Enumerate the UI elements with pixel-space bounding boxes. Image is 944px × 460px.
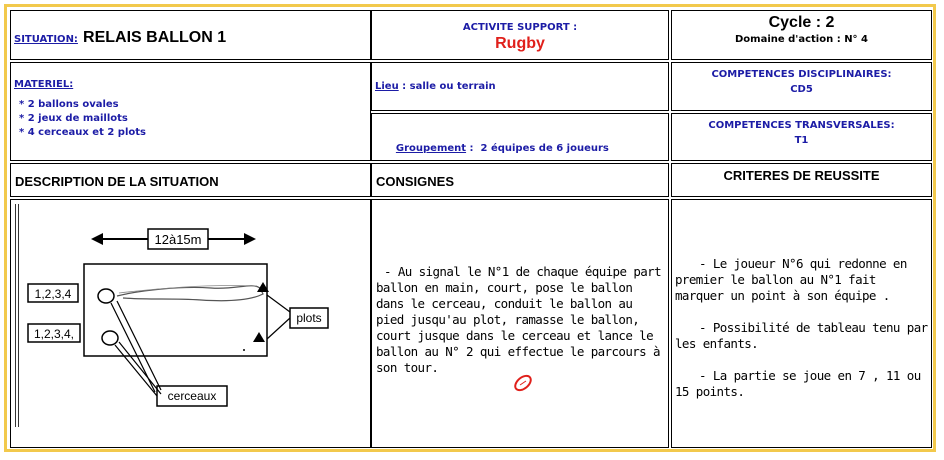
arrow-head-left-icon <box>91 233 103 245</box>
hoop-icon <box>102 331 118 345</box>
groupement-cell <box>371 113 669 161</box>
activite-label: ACTIVITE SUPPORT : <box>462 22 578 33</box>
arrow-head-right-icon <box>244 233 256 245</box>
criteres-cell <box>671 199 932 448</box>
team2-label: 1,2,3,4, <box>33 327 75 341</box>
lieu-label: Lieu <box>375 81 399 92</box>
criteres-header-cell <box>671 163 932 197</box>
cerceaux-pointer <box>111 301 161 392</box>
description-cell <box>10 199 371 448</box>
critere-item: - Le joueur N°6 qui redonne en premier le ballon au N°1 fait marquer un point à son équipe . <box>675 256 907 303</box>
consignes-text: - Au signal le N°1 de chaque équipe part ballon en main, court, pose le ballon dans le cerceau, conduit le ballon au pied jusqu'au plot, ramasse le ballon, court jusque dans le cerceau et lance le ballon au N° 2 qui effectue le parcours à son tour. <box>376 264 662 375</box>
cerceaux-label: cerceaux <box>167 389 217 403</box>
plots-label: plots <box>296 311 322 325</box>
description-header-cell <box>10 163 371 197</box>
groupement-value: : 2 équipes de 6 joueurs <box>466 143 609 154</box>
run-path <box>117 286 263 301</box>
ball-dot <box>243 349 245 351</box>
cd-value: CD5 <box>790 84 813 95</box>
activite-cell <box>371 10 669 60</box>
sheet-frame <box>4 4 936 452</box>
materiel-list <box>19 96 146 138</box>
situation-title: RELAIS BALLON 1 <box>83 29 227 46</box>
activite-value: Rugby <box>495 35 545 52</box>
consignes-header-cell <box>371 163 669 197</box>
cone-icon <box>253 332 265 342</box>
cycle-title: Cycle : 2 <box>768 14 835 31</box>
ct-value: T1 <box>794 135 809 146</box>
ct-label: COMPETENCES TRANSVERSALES: <box>708 120 895 131</box>
materiel-cell <box>10 62 371 161</box>
team1-label: 1,2,3,4 <box>34 287 72 301</box>
field-diagram <box>11 200 370 447</box>
materiel-item: * 2 jeux de maillots <box>19 113 128 124</box>
distance-label: 12à15m <box>154 232 202 247</box>
domaine-action: Domaine d'action : N° 4 <box>734 34 868 45</box>
lieu-cell <box>371 62 669 111</box>
criteres-header: CRITERES DE REUSSITE <box>723 168 880 183</box>
competences-transversales-cell <box>671 113 932 161</box>
materiel-label: MATERIEL: <box>14 79 74 90</box>
situation-label: SITUATION: <box>14 34 78 45</box>
plots-pointer <box>267 295 290 312</box>
critere-item: - La partie se joue en 7 , 11 ou 15 points. <box>675 368 921 399</box>
situation-cell <box>10 10 371 60</box>
hoop-icon <box>98 289 114 303</box>
lieu-value: : salle ou terrain <box>398 81 496 92</box>
materiel-item: * 4 cerceaux et 2 plots <box>19 127 146 138</box>
criteres-list <box>675 256 931 400</box>
rugby-ball-icon <box>512 374 534 392</box>
description-header: DESCRIPTION DE LA SITUATION <box>15 174 219 189</box>
plots-pointer <box>267 318 290 339</box>
critere-item: - Possibilité de tableau tenu par les enfants. <box>675 320 928 351</box>
cd-label: COMPETENCES DISCIPLINAIRES: <box>711 69 892 80</box>
cycle-cell <box>671 10 932 60</box>
consignes-header: CONSIGNES <box>376 174 455 189</box>
groupement-label: Groupement <box>395 143 467 154</box>
materiel-item: * 2 ballons ovales <box>19 99 119 110</box>
competences-disciplinaires-cell <box>671 62 932 111</box>
consignes-cell <box>371 199 669 448</box>
cerceaux-pointer <box>115 342 161 396</box>
